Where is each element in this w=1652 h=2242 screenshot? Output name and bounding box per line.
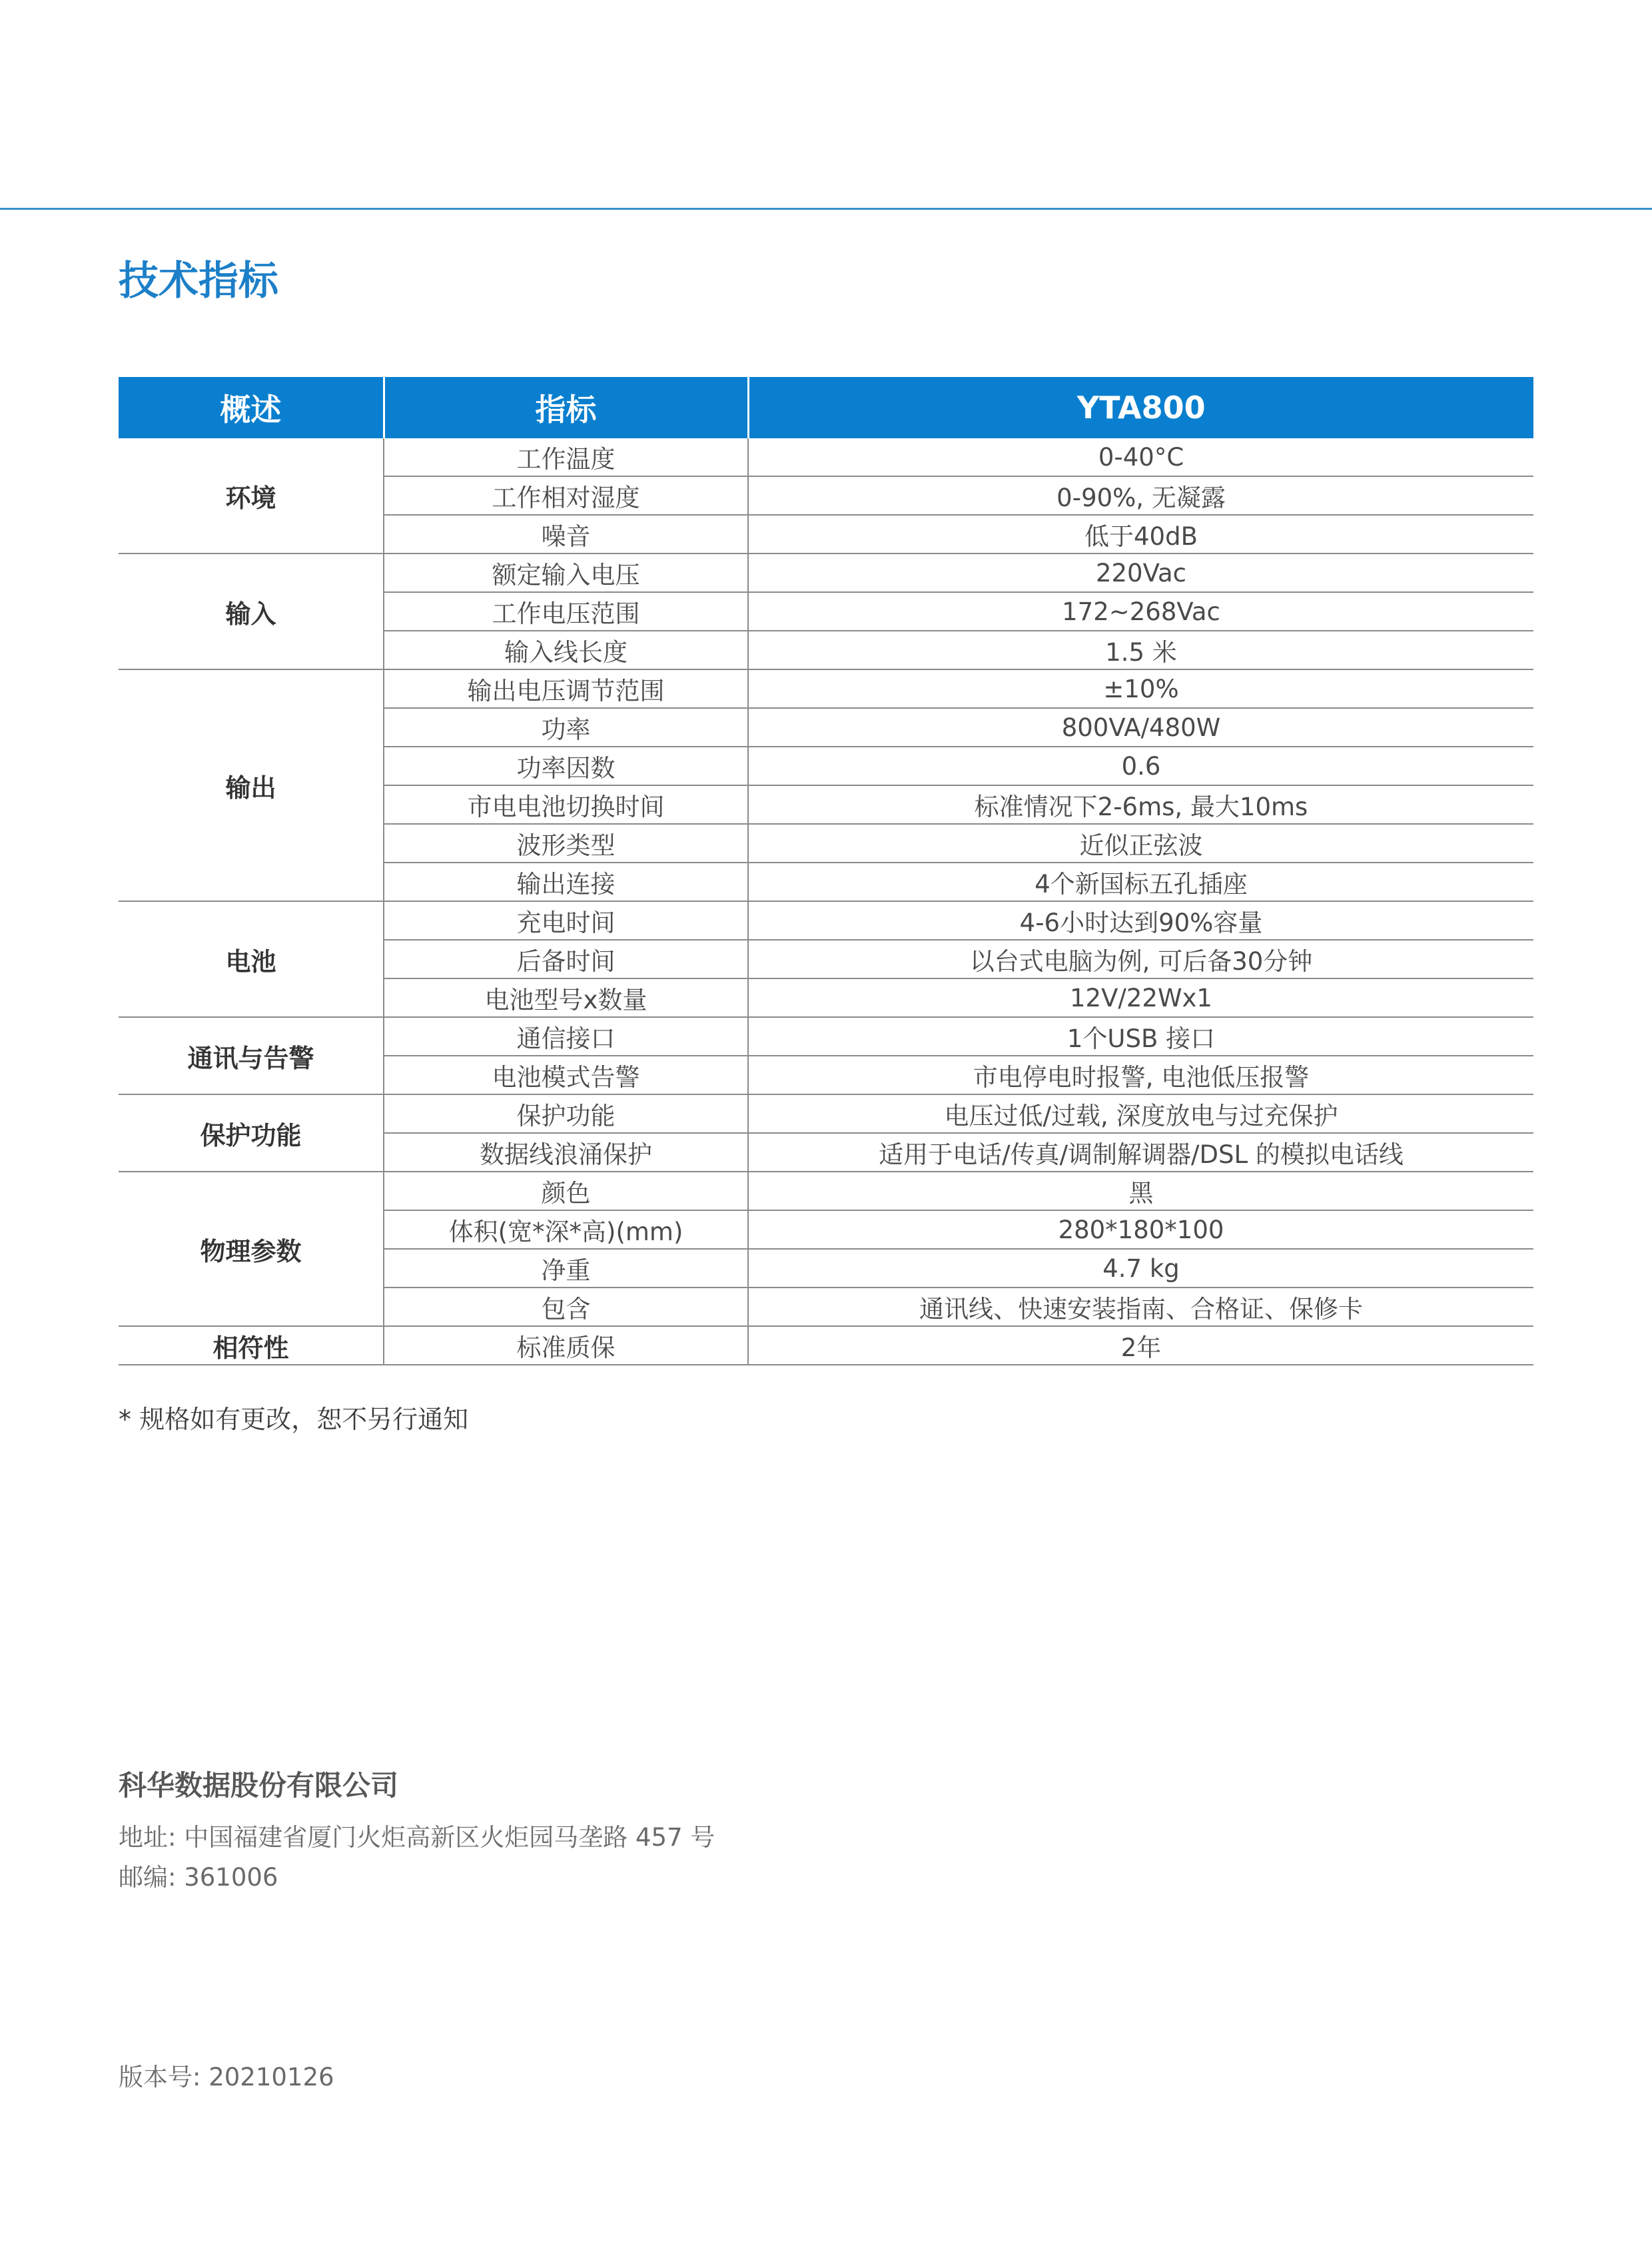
value-cell: 0.6 (748, 747, 1533, 785)
indicator-cell: 工作电压范围 (384, 592, 748, 631)
header-indicator: 指标 (384, 377, 748, 438)
company-postcode: 邮编: 361006 (119, 1863, 278, 1892)
indicator-cell: 电池型号x数量 (384, 978, 748, 1017)
value-cell: 黑 (748, 1172, 1533, 1210)
indicator-cell: 功率 (384, 708, 748, 747)
table-row (119, 901, 1533, 940)
table-row (119, 669, 1533, 708)
value-cell: 4个新国标五孔插座 (748, 863, 1533, 901)
page-title: 技术指标 (119, 258, 278, 304)
indicator-cell: 电池模式告警 (384, 1056, 748, 1094)
value-cell: 2年 (748, 1326, 1533, 1365)
indicator-cell: 充电时间 (384, 901, 748, 940)
top-divider (0, 208, 1652, 210)
indicator-cell: 标准质保 (384, 1326, 748, 1365)
category-cell: 输出 (119, 669, 384, 901)
value-cell: 标准情况下2-6ms, 最大10ms (748, 785, 1533, 824)
spec-table-body (119, 438, 1533, 1365)
version-number: 版本号: 20210126 (119, 2063, 334, 2091)
indicator-cell: 波形类型 (384, 824, 748, 863)
table-header-row (119, 377, 1533, 438)
header-overview: 概述 (119, 377, 384, 438)
spec-table (119, 377, 1533, 1365)
value-cell: 1个USB 接口 (748, 1017, 1533, 1056)
category-cell: 保护功能 (119, 1094, 384, 1172)
table-row (119, 1172, 1533, 1210)
company-name: 科华数据股份有限公司 (119, 1769, 399, 1802)
indicator-cell: 输入线长度 (384, 631, 748, 669)
category-cell: 输入 (119, 554, 384, 669)
category-cell: 物理参数 (119, 1172, 384, 1326)
value-cell: 1.5 米 (748, 631, 1533, 669)
value-cell: 适用于电话/传真/调制解调器/DSL 的模拟电话线 (748, 1133, 1533, 1172)
table-row (119, 1017, 1533, 1056)
indicator-cell: 输出连接 (384, 863, 748, 901)
indicator-cell: 噪音 (384, 515, 748, 554)
indicator-cell: 后备时间 (384, 940, 748, 978)
value-cell: 市电停电时报警, 电池低压报警 (748, 1056, 1533, 1094)
indicator-cell: 额定输入电压 (384, 554, 748, 592)
indicator-cell: 工作相对湿度 (384, 476, 748, 515)
indicator-cell: 工作温度 (384, 438, 748, 476)
value-cell: 4-6小时达到90%容量 (748, 901, 1533, 940)
indicator-cell: 包含 (384, 1288, 748, 1326)
value-cell: 172~268Vac (748, 592, 1533, 631)
value-cell: 280*180*100 (748, 1210, 1533, 1249)
category-cell: 相符性 (119, 1326, 384, 1365)
value-cell: 220Vac (748, 554, 1533, 592)
value-cell: ±10% (748, 669, 1533, 708)
value-cell: 12V/22Wx1 (748, 978, 1533, 1017)
value-cell: 0-90%, 无凝露 (748, 476, 1533, 515)
value-cell: 0-40°C (748, 438, 1533, 476)
category-cell: 通讯与告警 (119, 1017, 384, 1094)
table-row (119, 438, 1533, 476)
indicator-cell: 数据线浪涌保护 (384, 1133, 748, 1172)
indicator-cell: 输出电压调节范围 (384, 669, 748, 708)
indicator-cell: 净重 (384, 1249, 748, 1288)
value-cell: 通讯线、快速安装指南、合格证、保修卡 (748, 1288, 1533, 1326)
category-cell: 电池 (119, 901, 384, 1017)
table-row (119, 554, 1533, 592)
indicator-cell: 市电电池切换时间 (384, 785, 748, 824)
value-cell: 低于40dB (748, 515, 1533, 554)
table-row (119, 1326, 1533, 1365)
indicator-cell: 颜色 (384, 1172, 748, 1210)
category-cell: 环境 (119, 438, 384, 554)
value-cell: 以台式电脑为例, 可后备30分钟 (748, 940, 1533, 978)
indicator-cell: 体积(宽*深*高)(mm) (384, 1210, 748, 1249)
spec-change-note: * 规格如有更改，恕不另行通知 (119, 1405, 469, 1434)
indicator-cell: 功率因数 (384, 747, 748, 785)
value-cell: 800VA/480W (748, 708, 1533, 747)
indicator-cell: 通信接口 (384, 1017, 748, 1056)
value-cell: 电压过低/过载, 深度放电与过充保护 (748, 1094, 1533, 1133)
header-model: YTA800 (748, 377, 1533, 438)
indicator-cell: 保护功能 (384, 1094, 748, 1133)
company-address: 地址: 中国福建省厦门火炬高新区火炬园马垄路 457 号 (119, 1823, 715, 1852)
value-cell: 近似正弦波 (748, 824, 1533, 863)
table-row (119, 1094, 1533, 1133)
value-cell: 4.7 kg (748, 1249, 1533, 1288)
